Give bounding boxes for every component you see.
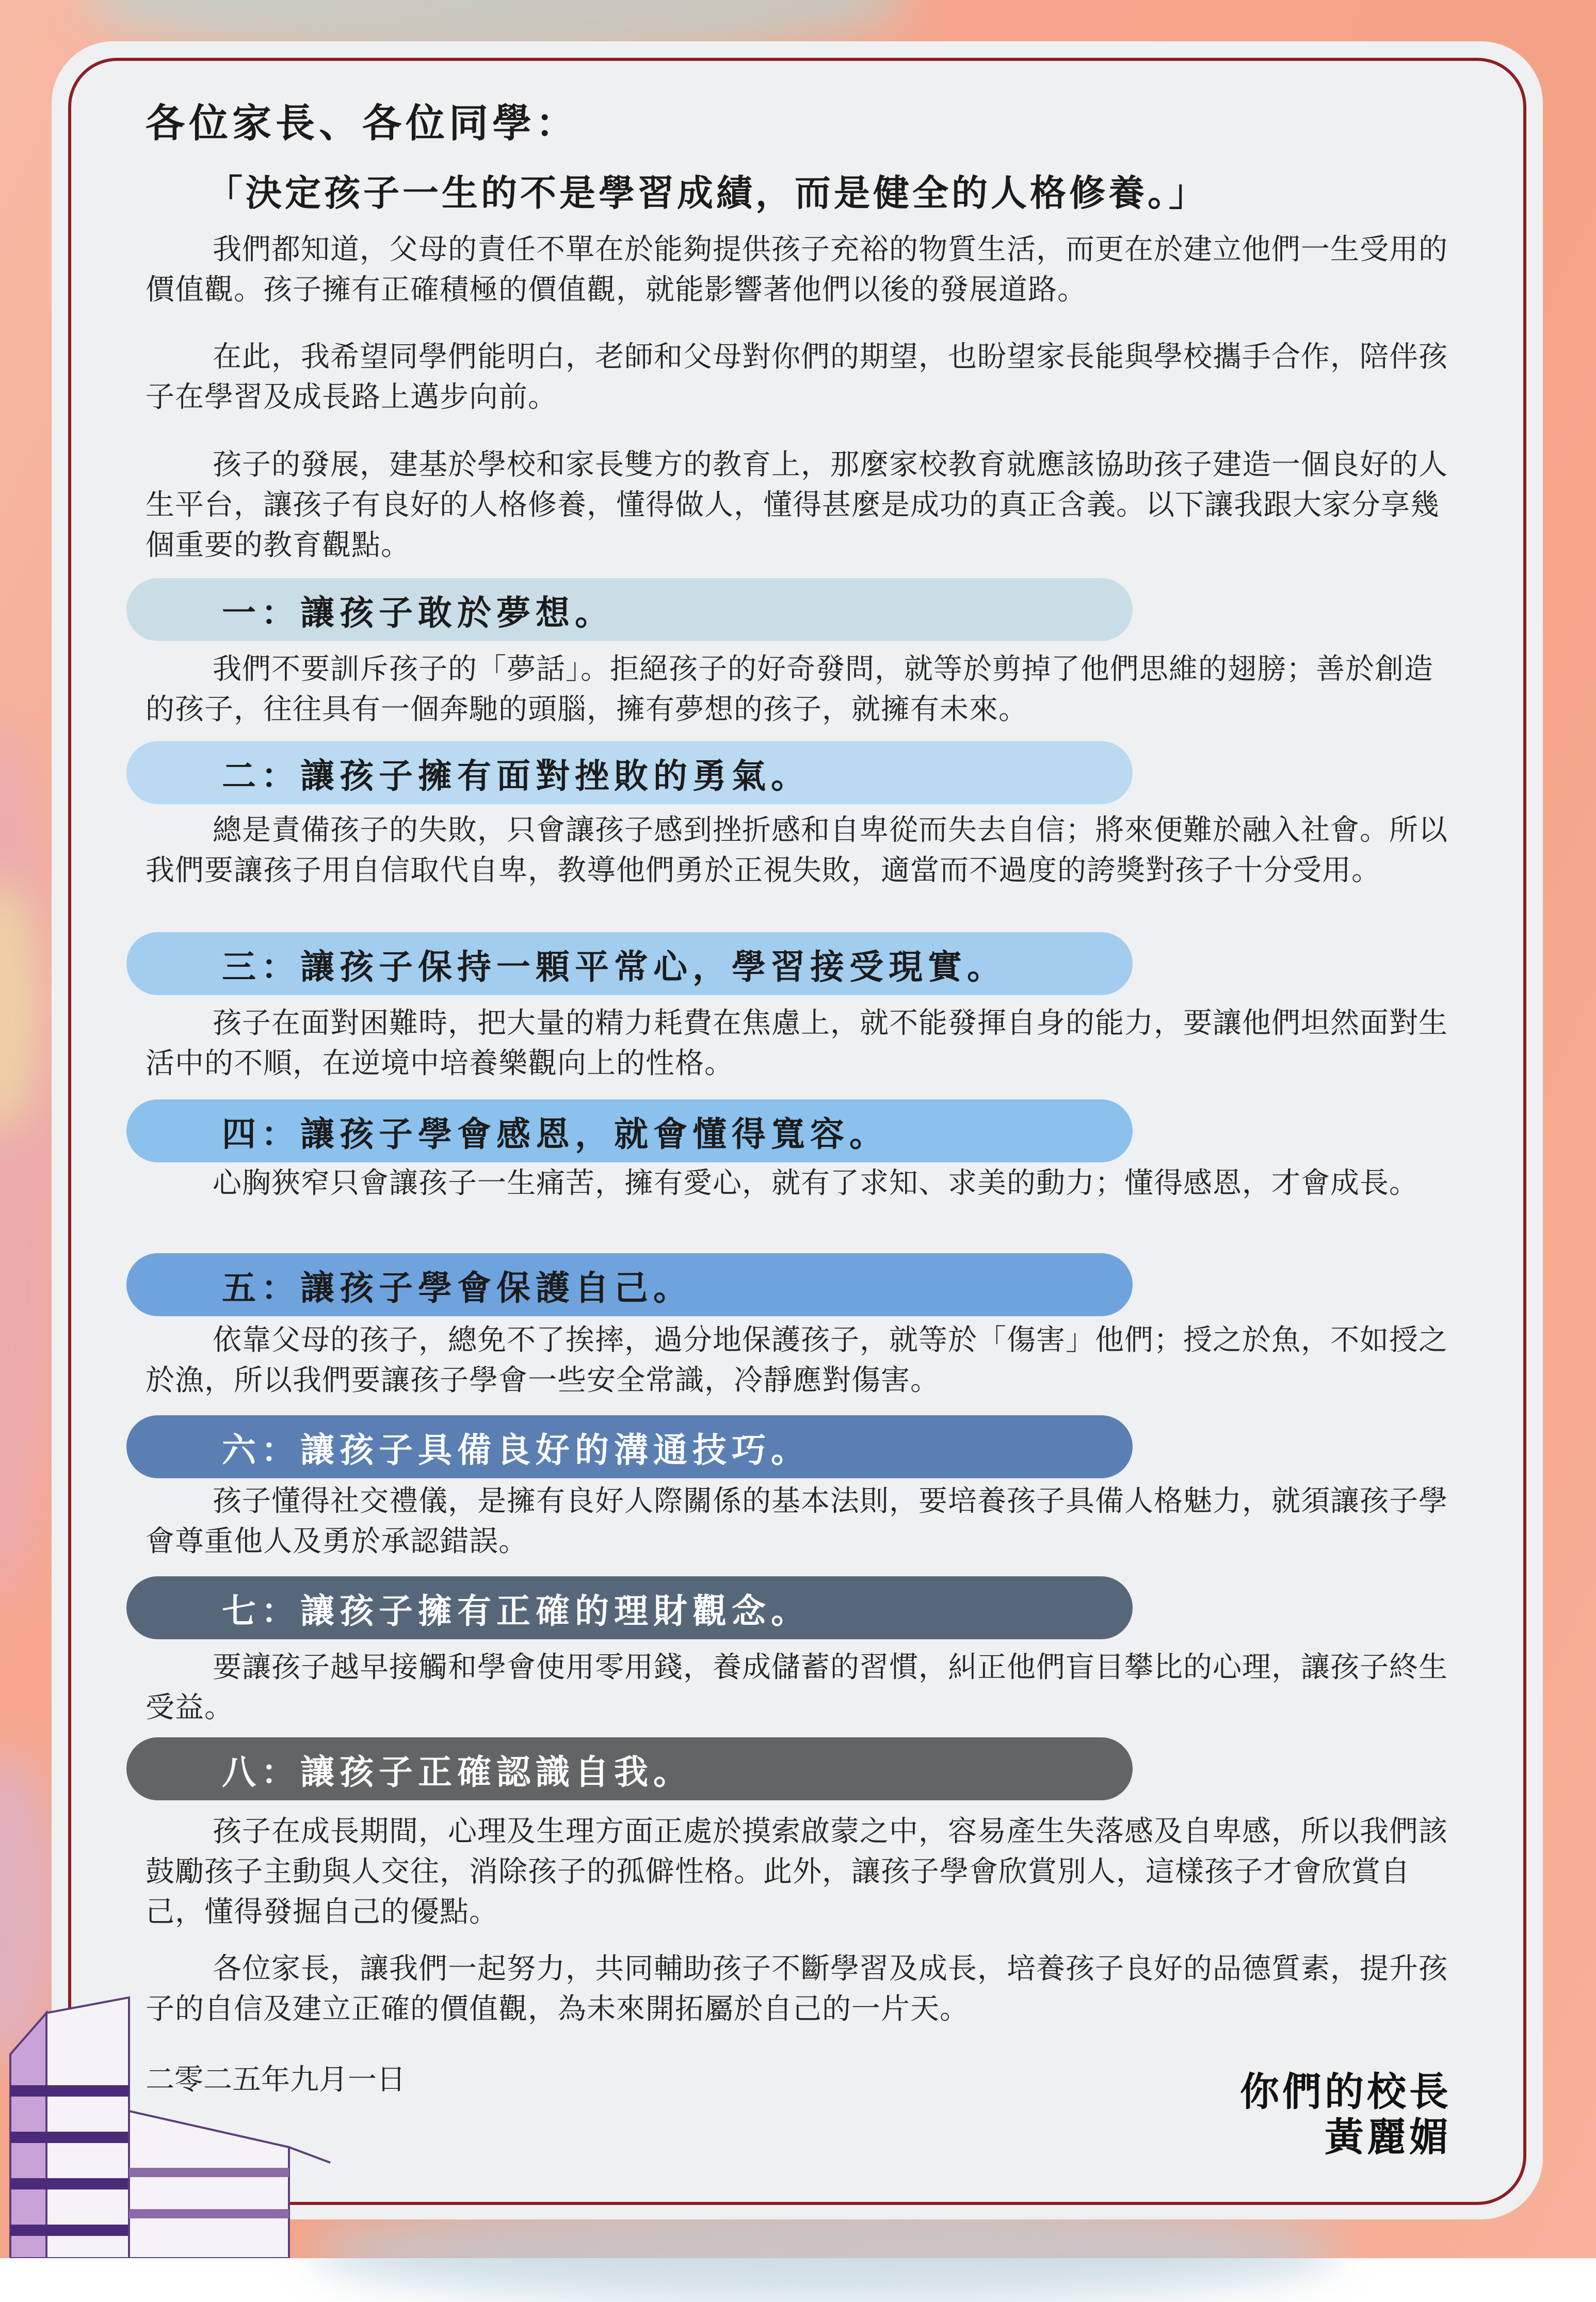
intro-paragraph-1: 我們都知道，父母的責任不單在於能夠提供孩子充裕的物質生活，而更在於建立他們一生受用的價值觀。孩子擁有正確積極的價值觀，就能影響著他們以後的發展道路。	[146, 233, 1448, 307]
section-8-heading	[126, 1737, 1133, 1800]
section-5-heading	[126, 1253, 1133, 1316]
section-6-heading	[126, 1415, 1133, 1478]
section-7-heading	[126, 1576, 1133, 1639]
letter-date: 二零二五年九月一日	[146, 2063, 406, 2097]
salutation: 各位家長、各位同學：	[146, 100, 579, 146]
building-edge	[289, 2147, 330, 2163]
building-stripe	[10, 2132, 129, 2143]
signature-title: 你們的校長	[1240, 2069, 1452, 2115]
section-1-heading-text: 一：讓孩子敢於夢想。	[222, 593, 614, 633]
section-3-heading-text: 三：讓孩子保持一顆平常心，學習接受現實。	[222, 947, 1006, 987]
section-2-heading	[126, 741, 1133, 804]
section-2-body: 總是責備孩子的失敗，只會讓孩子感到挫折感和自卑從而失去自信；將來便難於融入社會。所以我們要讓孩子用自信取代自卑，教導他們勇於正視失敗，適當而不過度的誇獎對孩子十分受用。	[146, 813, 1448, 887]
section-5-body: 依靠父母的孩子，總免不了挨摔，過分地保護孩子，就等於「傷害」他們；授之於魚，不如授之於漁，所以我們要讓孩子學會一些安全常識，冷靜應對傷害。	[146, 1323, 1448, 1397]
section-4-body: 心胸狹窄只會讓孩子一生痛苦，擁有愛心，就有了求知、求美的動力；懂得感恩，才會成長。	[213, 1166, 1418, 1200]
section-1-body: 我們不要訓斥孩子的「夢話」。拒絕孩子的好奇發問，就等於剪掉了他們思維的翅膀；善於創造的孩子，往往具有一個奔馳的頭腦，擁有夢想的孩子，就擁有未來。	[146, 652, 1433, 726]
building-annex-stripe	[129, 2168, 289, 2177]
school-building-illustration	[0, 1992, 335, 2258]
motto-quote: 「決定孩子一生的不是學習成績，而是健全的人格修養。」	[206, 171, 1208, 214]
section-3-heading	[126, 932, 1133, 995]
closing-paragraph: 各位家長，讓我們一起努力，共同輔助孩子不斷學習及成長，培養孩子良好的品德質素，提升孩子的自信及建立正確的價值觀，為未來開拓屬於自己的一片天。	[146, 1952, 1448, 2026]
section-8-heading-text: 八：讓孩子正確認識自我。	[222, 1752, 692, 1792]
section-7-body: 要讓孩子越早接觸和學會使用零用錢，養成儲蓄的習慣，糾正他們盲目攀比的心理，讓孩子終生受益。	[146, 1651, 1448, 1724]
section-6-heading-text: 六：讓孩子具備良好的溝通技巧。	[222, 1430, 810, 1470]
section-7-heading-text: 七：讓孩子擁有正確的理財觀念。	[222, 1591, 810, 1631]
section-1-heading	[126, 578, 1133, 641]
section-4-heading	[126, 1099, 1133, 1162]
section-5-heading-text: 五：讓孩子學會保護自己。	[222, 1268, 692, 1308]
building-stripe	[10, 2085, 129, 2097]
intro-paragraph-2: 在此，我希望同學們能明白，老師和父母對你們的期望，也盼望家長能與學校攜手合作，陪伴孩子在學習及成長路上邁步向前。	[146, 340, 1448, 414]
section-2-heading-text: 二：讓孩子擁有面對挫敗的勇氣。	[222, 756, 810, 796]
section-8-body: 孩子在成長期間，心理及生理方面正處於摸索啟蒙之中，容易產生失落感及自卑感，所以我們該鼓勵孩子主動與人交往，消除孩子的孤僻性格。此外，讓孩子學會欣賞別人，這樣孩子才會欣賞自己，懂得發掘自己的優點。	[146, 1815, 1448, 1929]
section-3-body: 孩子在面對困難時，把大量的精力耗費在焦慮上，就不能發揮自身的能力，要讓他們坦然面對生活中的不順，在逆境中培養樂觀向上的性格。	[146, 1006, 1448, 1080]
section-6-body: 孩子懂得社交禮儀，是擁有良好人際關係的基本法則，要培養孩子具備人格魅力，就須讓孩子學會尊重他人及勇於承認錯誤。	[146, 1484, 1448, 1558]
intro-paragraph-3: 孩子的發展，建基於學校和家長雙方的教育上，那麼家校教育就應該協助孩子建造一個良好的人生平台，讓孩子有良好的人格修養，懂得做人，懂得甚麼是成功的真正含義。以下讓我跟大家分享幾個重要的教育觀點。	[146, 448, 1448, 562]
building-annex	[129, 2111, 289, 2258]
section-4-heading-text: 四：讓孩子學會感恩，就會懂得寬容。	[222, 1114, 889, 1154]
building-stripe	[10, 2178, 129, 2189]
signature-name: 黃麗媚	[1325, 2114, 1452, 2160]
building-stripe	[10, 2225, 129, 2236]
building-tower	[46, 1997, 129, 2258]
building-annex-stripe	[129, 2209, 289, 2218]
